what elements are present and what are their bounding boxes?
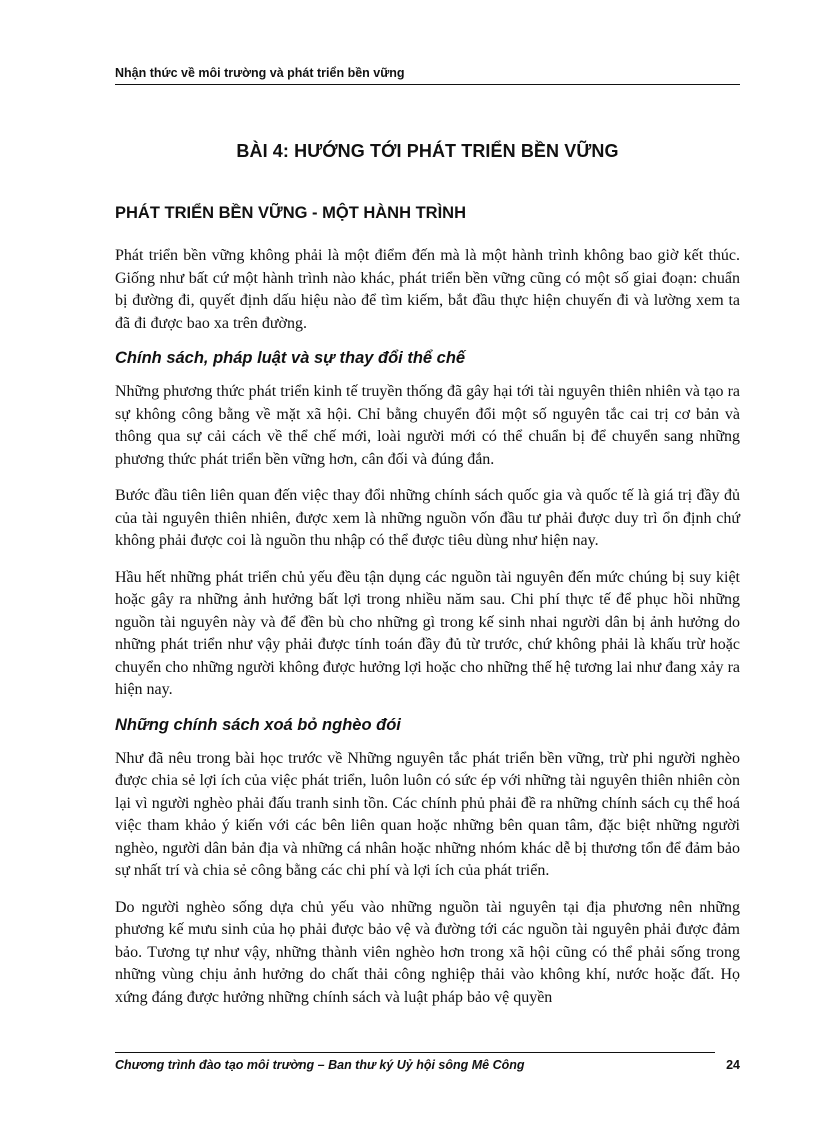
policy-heading: Chính sách, pháp luật và sự thay đổi thể chế: [115, 349, 466, 367]
page-number: 24: [726, 1058, 740, 1072]
footer-rule: [115, 1052, 715, 1053]
footer-program: Chương trình đào tạo môi trường – Ban thư ký Uỷ hội sông Mê Công: [115, 1058, 525, 1072]
section-heading: PHÁT TRIỂN BỀN VỮNG - MỘT HÀNH TRÌNH: [115, 204, 467, 222]
policy-paragraph-3: Hầu hết những phát triển chủ yếu đều tận dụng các nguồn tài nguyên đến mức chúng bị suy kiệt hoặc gây ra những ảnh hưởng bất lợi trong nhiều năm sau. Chi phí thực tế để phục hồi những nguồn tài nguyên này và để đền bù cho những gì trong kế sinh nhai người dân bị ảnh hưởng do những phát triển như vậy phải được tính toán đầy đủ từ trước, chứ không phải là khấu trừ hoặc chuyển cho những người không được hưởng lợi hoặc cho những thế hệ tương lai như đang xảy ra hiện nay.: [115, 568, 740, 698]
poverty-heading: Những chính sách xoá bỏ nghèo đói: [115, 715, 401, 734]
page-content: [115, 204, 740, 1009]
poverty-paragraph-2: Do người nghèo sống dựa chủ yếu vào những nguồn tài nguyên tại địa phương nên những phương kế mưu sinh của họ phải được bảo vệ và đường tới các nguồn tài nguyên phải được đảm bảo. Tương tự như vậy, những thành viên nghèo hơn trong xã hội cũng có thể phải sống trong những vùng chịu ảnh hưởng do chất thải công nghiệp thải vào không khí, nước hoặc đất. Họ xứng đáng được hưởng những chính sách và luật pháp bảo vệ quyền: [115, 898, 740, 1006]
policy-paragraph-1: Những phương thức phát triển kinh tế truyền thống đã gây hại tới tài nguyên thiên nhiên và tạo ra sự không công bằng về mặt xã hội. Chỉ bằng chuyển đổi một số nguyên tắc cai trị cơ bản và thông qua sự cải cách về thể chế mới, loài người mới có thể chuẩn bị để chuyển sang những phương thức phát triển bền vững hơn, cân đối và đúng đắn.: [115, 383, 740, 468]
running-header: Nhận thức về môi trường và phát triển bền vững: [115, 66, 405, 80]
poverty-paragraph-1: Như đã nêu trong bài học trước về Những nguyên tắc phát triển bền vững, trừ phi người nghèo được chia sẻ lợi ích của việc phát triển, luôn luôn có sức ép với những tài nguyên thiên nhiên còn lại vì người nghèo phải đấu tranh sinh tồn. Các chính phủ phải đề ra những chính sách cụ thể hoá việc tham khảo ý kiến với các bên liên quan hoặc những bên quan tâm, đặc biệt những người nghèo, người dân bản địa và những cá nhân hoặc những nhóm khác dễ bị thương tổn để đảm bảo sự nhất trí và chia sẻ công bằng các chi phí và lợi ích của phát triển.: [115, 749, 740, 879]
lesson-title: BÀI 4: HƯỚNG TỚI PHÁT TRIỂN BỀN VỮNG: [236, 141, 619, 161]
header-rule: [115, 84, 740, 85]
intro-paragraph: Phát triển bền vững không phải là một điểm đến mà là một hành trình không bao giờ kết thúc. Giống như bất cứ một hành trình nào khác, phát triển bền vững cũng có một số giai đoạn: chuẩn bị đường đi, quyết định dấu hiệu nào để tìm kiếm, bắt đầu thực hiện chuyến đi và lường xem ta đã đi được bao xa trên đường.: [115, 247, 740, 332]
policy-paragraph-2: Bước đầu tiên liên quan đến việc thay đổi những chính sách quốc gia và quốc tế là giá trị đầy đủ của tài nguyên thiên nhiên, được xem là những nguồn vốn đầu tư phải được duy trì ổn định chứ không phải được coi là nguồn thu nhập có thể được tiêu dùng như hiện nay.: [115, 487, 740, 549]
